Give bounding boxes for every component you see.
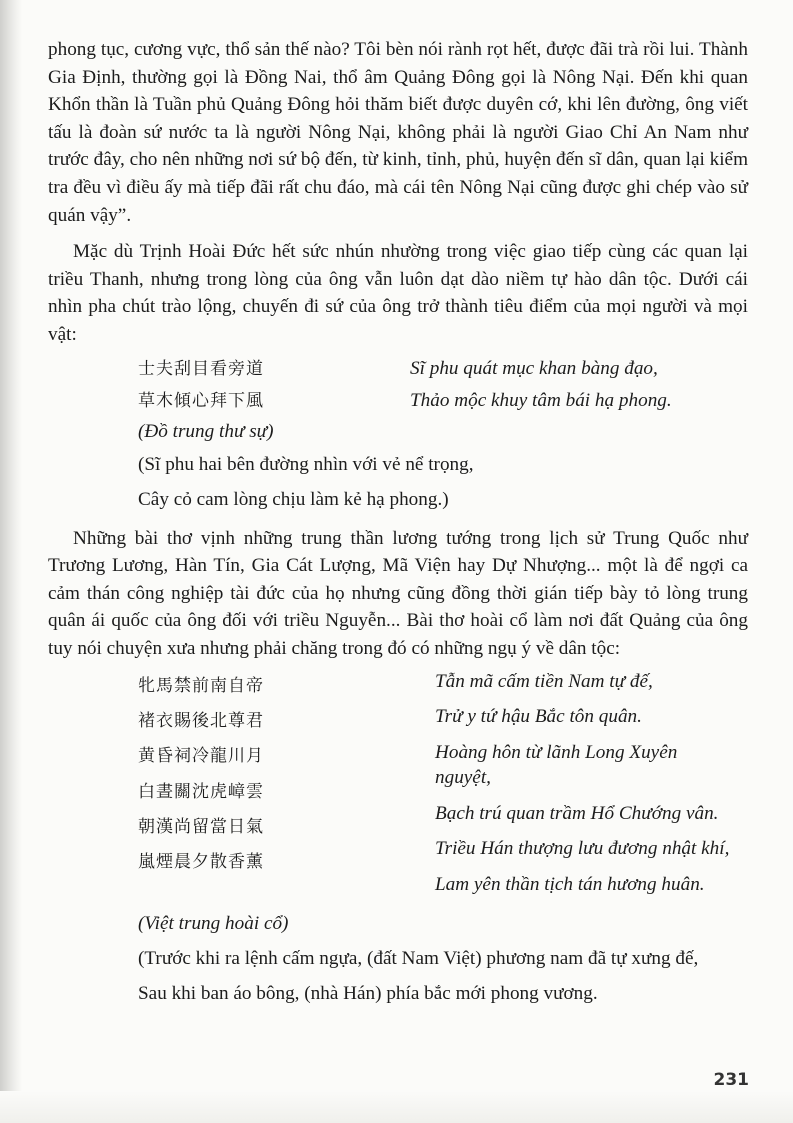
poem-1-line — [138, 353, 748, 385]
poem-2-han-line: 白晝關沈虎嶂雲 — [138, 781, 264, 802]
poem-2-viet-line: Hoàng hôn từ lãnh Long Xuyên nguyệt, — [435, 741, 678, 788]
poem-2-translation-line: Sau khi ban áo bông, (nhà Hán) phía bắc mới phong vương. — [138, 983, 598, 1004]
poem-1 — [138, 353, 748, 517]
poem-2-han-line: 朝漢尚留當日氣 — [138, 817, 264, 838]
poem-2-viet-line: Triều Hán thượng lưu đương nhật khí, — [435, 838, 730, 859]
poem-1-source: (Đồ trung thư sự) — [138, 420, 274, 442]
poem-1-han-line: 草木傾心拜下風 — [138, 390, 264, 411]
page-gutter-shadow — [0, 0, 22, 1123]
poem-2-columns — [138, 669, 748, 908]
poem-1-translation-line: Cây cỏ cam lòng chịu làm kẻ hạ phong.) — [138, 488, 449, 510]
poem-2-viet-line: Trử y tứ hậu Bắc tôn quân. — [435, 706, 642, 727]
poem-2-viet-line: Tẫn mã cấm tiền Nam tự đế, — [435, 670, 653, 692]
poem-2-viet-column — [435, 669, 735, 908]
page-bottom-shadow — [0, 1091, 793, 1123]
poem-2-han-line: 黄昏祠冷龍川月 — [138, 746, 264, 767]
poem-1-line — [138, 385, 748, 417]
paragraph-2: Mặc dù Trịnh Hoài Đức hết sức nhún nhường trong việc giao tiếp cùng các quan lại triều Thanh, nhưng trong lòng của ông vẫn luôn dạt dào niềm tự hào dân tộc. Dưới cái nhìn pha chút trào lộng, chuyến đi sứ của ông trở thành tiêu điểm của mọi người và mọi vật: — [48, 241, 748, 345]
book-page-content — [48, 36, 748, 1011]
intro-paragraph: phong tục, cương vực, thổ sản thế nào? Tôi bèn nói rành rọt hết, được đãi trà rồi lui. Thành Gia Định, thường gọi là Đồng Nai, thổ âm Quảng Đông gọi là Nông Nại. Đến khi quan Khổn thần là Tuần phủ Quảng Đông hỏi thăm biết được duyên cớ, khi lên đường, ông viết tấu là đoàn sứ nước ta là người Nông Nại, không phải là người Giao Chỉ An Nam như trước đây, cho nên những nơi sứ bộ đến, từ kinh, tỉnh, phủ, huyện đến sĩ dân, quan lại kiểm tra đều vì điều ấy mà tiếp đãi rất chu đáo, mà cái tên Nông Nại cũng được ghi chép vào sử quán vậy”. — [48, 39, 748, 226]
poem-1-viet-line: Thảo mộc khuy tâm bái hạ phong. — [410, 389, 672, 411]
poem-2-viet-line: Lam yên thần tịch tán hương huân. — [435, 873, 705, 895]
poem-2-translation-line: (Trước khi ra lệnh cấm ngựa, (đất Nam Việt) phương nam đã tự xưng đế, — [138, 948, 699, 969]
poem-2-han-line: 牝馬禁前南自帝 — [138, 675, 264, 696]
poem-1-translation-line: (Sĩ phu hai bên đường nhìn với vẻ nể trọng, — [138, 453, 474, 475]
poem-2-han-line: 嵐煙晨夕散香薰 — [138, 852, 264, 873]
poem-1-viet-line: Sĩ phu quát mục khan bàng đạo, — [410, 357, 658, 379]
paragraph-3: Những bài thơ vịnh những trung thần lương tướng trong lịch sử Trung Quốc như Trương Lương, Hàn Tín, Gia Cát Lượng, Mã Viện hay Dự Nhượng... một là để ngợi ca cảm thán công nghiệp tài đức của họ nhưng cũng đồng thời gián tiếp bày tỏ lòng trung quân ái quốc của ông đối với triều Nguyễn... Bài thơ hoài cổ làm nơi đất Quảng của ông tuy nói chuyện xưa nhưng phải chăng trong đó có những ngụ ý về dân tộc: — [48, 527, 748, 659]
poem-2-source: (Việt trung hoài cổ) — [138, 913, 289, 934]
poem-2-han-column — [138, 669, 435, 908]
poem-1-han-line: 士夫刮目看旁道 — [138, 358, 264, 379]
page-number: 231 — [713, 1070, 749, 1090]
poem-2-viet-line: Bạch trú quan trầm Hổ Chướng vân. — [435, 802, 719, 824]
poem-2-han-line: 褚衣賜後北尊君 — [138, 710, 264, 731]
poem-2 — [138, 669, 748, 1012]
